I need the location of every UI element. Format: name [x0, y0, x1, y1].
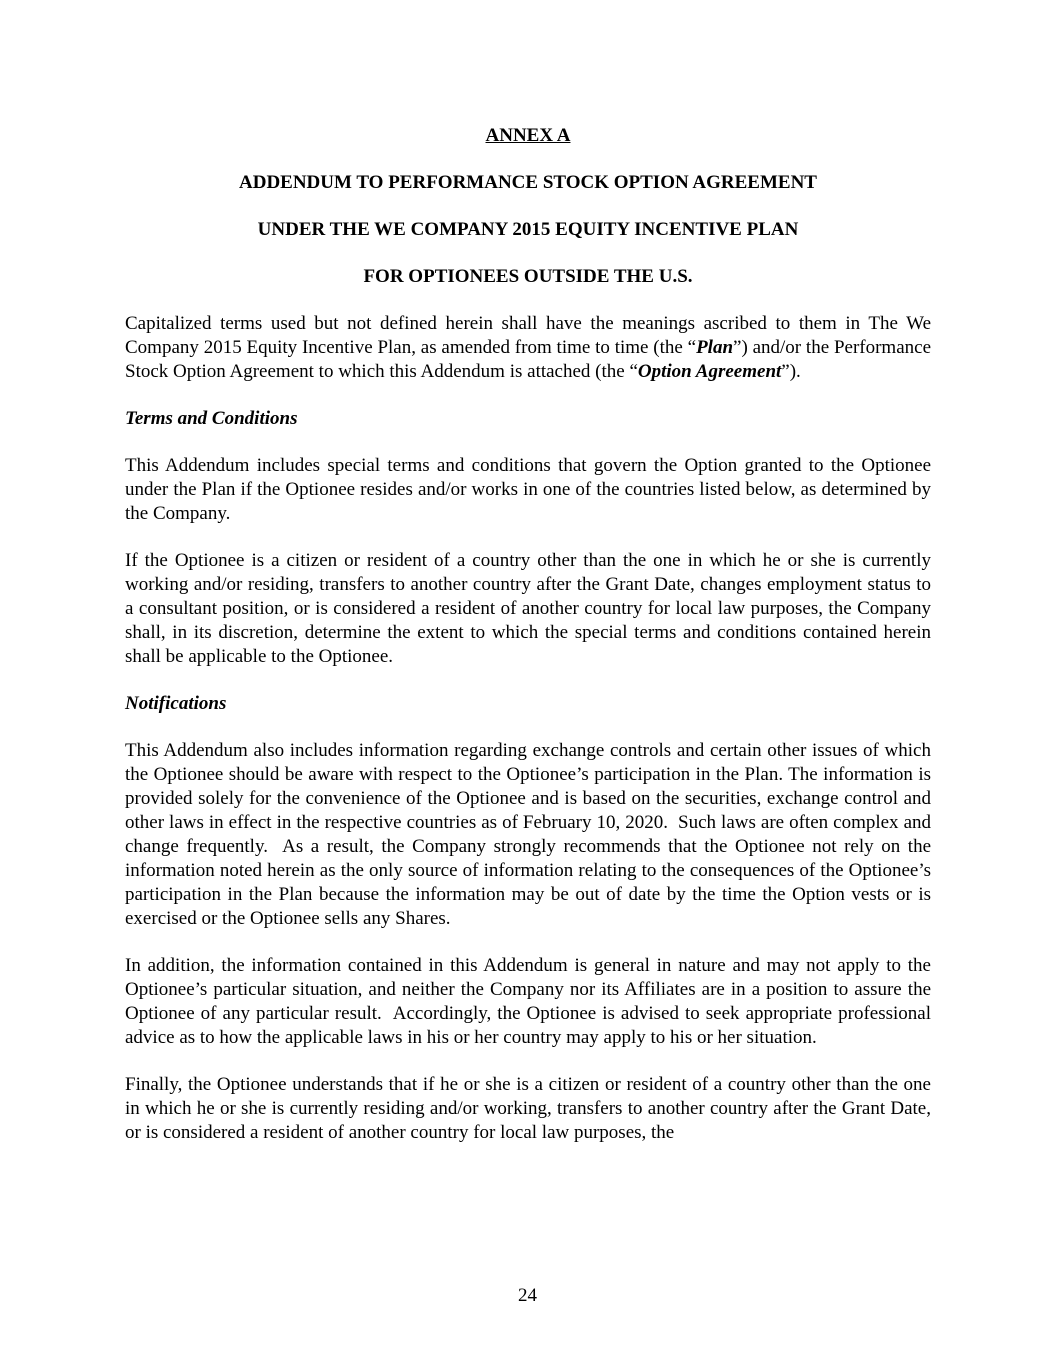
intro-text-3: ”). [781, 361, 801, 382]
terms-paragraph-1: This Addendum includes special terms and conditions that govern the Option granted to the Optionee under the Plan if the Optionee resides and/or works in one of the countries listed below, as determined by the Company. [125, 455, 931, 524]
page-number: 24 [518, 1285, 537, 1306]
defined-term-option-agreement: Option Agreement [637, 361, 782, 382]
defined-term-plan: Plan [696, 337, 734, 358]
intro-text-1: Capitalized terms used but not defined herein shall have the meanings ascribed to them in The We Company 2015 Equity Incentive Plan, as amended from time to time (the “ [125, 313, 931, 358]
plan-title: UNDER THE WE COMPANY 2015 EQUITY INCENTIVE PLAN [257, 219, 799, 240]
notifications-paragraph-1: This Addendum also includes information regarding exchange controls and certain other issues of which the Optionee should be aware with respect to the Optionee’s participation in the Plan. The information is provided solely for the convenience of the Optionee and is based on the securities, exchange control and other laws in effect in the respective countries as of February 10, 2020. Such laws are often complex and change frequently. As a result, the Company strongly recommends that the Optionee not rely on the information noted herein as the only source of information relating to the consequences of the Optionee’s participation in the Plan because the information may be out of date by the time the Option vests or is exercised or the Optionee sells any Shares. [125, 740, 931, 929]
annex-heading: ANNEX A [485, 125, 571, 146]
notifications-paragraph-2: In addition, the information contained in this Addendum is general in nature and may not apply to the Optionee’s particular situation, and neither the Company nor its Affiliates are in a position to assure the Optionee of any particular result. Accordingly, the Optionee is advised to seek appropriate professional advice as to how the applicable laws in his or her country may apply to his or her situation. [125, 955, 931, 1048]
terms-section-title: Terms and Conditions [125, 408, 298, 429]
notifications-section-title: Notifications [125, 693, 227, 714]
terms-paragraph-2: If the Optionee is a citizen or resident of a country other than the one in which he or she is currently working and/or residing, transfers to another country after the Grant Date, changes employment status to a consultant position, or is considered a resident of another country for local law purposes, the Company shall, in its discretion, determine the extent to which the special terms and conditions contained herein shall be applicable to the Optionee. [125, 550, 931, 667]
intro-text-2: ”) and/or the Performance Stock Option Agreement to which this Addendum is attached (the “ [125, 337, 932, 382]
notifications-paragraph-3: Finally, the Optionee understands that if he or she is a citizen or resident of a country other than the one in which he or she is currently residing and/or working, transfers to another country after the Grant Date, or is considered a resident of another country for local law purposes, the [125, 1074, 931, 1143]
intro-paragraph [125, 312, 931, 384]
document-page [125, 124, 931, 1168]
optionees-title: FOR OPTIONEES OUTSIDE THE U.S. [363, 266, 693, 287]
addendum-title: ADDENDUM TO PERFORMANCE STOCK OPTION AGREEMENT [239, 172, 817, 193]
